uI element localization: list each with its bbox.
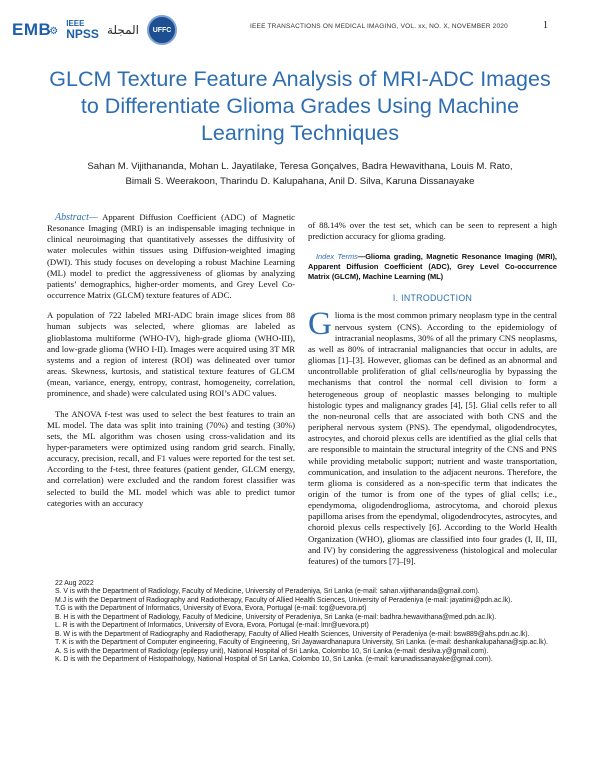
footnote-line: B. H is with the Department of Radiology, Faculty of Medicine, University of Peradeniya, Sri Lanka (e-mail: badhra.hewavithana@med.pdn.ac.lk). xyxy=(55,613,497,621)
footnote-line: T. K is with the Department of Computer engineering, Faculty of Engineering, Sri Jayawardhanapura University, Sri Lanka. (e-mail: deshankalupahana@sjp.ac.lk). xyxy=(55,639,548,647)
authors-line-2: Bimali S. Weerakoon, Tharindu D. Kalupahana, Anil D. Silva, Karuna Dissanayake xyxy=(125,176,475,187)
footnote-line: B. W is with the Department of Radiography and Radiotherapy, Faculty of Allied Health Sciences, University of Peradeniya (e-mail: bsw889@ahs.pdn.ac.lk). xyxy=(55,630,530,638)
index-terms: Index Terms—Glioma grading, Magnetic Resonance Imaging (MRI), Apparent Diffusion Coefficient (ADC), Grey Level Co-occurrence Matrix (GLCM), Machine Learning (ML) xyxy=(308,252,557,282)
footnote-line: L. R is with the Department of Informatics, University of Evora, Evora, Portugal (e-mail: lmr@uevora.pt) xyxy=(55,622,369,630)
abstract-continuation: of 88.14% over the test set, which can be seen to represent a high prediction accuracy for glioma grading. xyxy=(308,220,557,242)
header-logos xyxy=(12,14,177,46)
journal-header: IEEE TRANSACTIONS ON MEDICAL IMAGING, VOL. xx, NO. X, NOVEMBER 2020 xyxy=(250,23,508,30)
authors-line-1: Sahan M. Vijithananda, Mohan L. Jayatilake, Teresa Gonçalves, Badra Hewavithana, Louis M. Rato, xyxy=(87,161,513,172)
uffc-seal-logo: UFFC xyxy=(147,15,177,45)
introduction-paragraph: Glioma is the most common primary neoplasm type in the central nervous system (CNS). According to the epidemiology of intracranial neoplasms, 30% of all the primary CNS neoplasms, as well as 80% of intracranial malignancies that occur in adults, are gliomas [1]–[3]. However, gliomas can be defined as an abnormal and uncontrollable proliferation of glial cells/neuroglia by bypassing the mechanisms that control the normal cell division to form a heterogeneous group of neoplastic masses belonging to multiple histologic types and malignancy grades [4], [5]. Glial cells refer to all the non-neuronal cells that are associated with both CNS and the peripheral nervous system (PNS). The ependymal, oligodendrocytes, astrocytes, and choroid plexus cells are identified as the glial cells that are responsible to maintain the structural integrity of the CNS and PNS while providing metabolic support; nutrient and waste transportation, communication, and insulation to the adjacent neurons. Therefore, the term glioma is considered as a non-specific term that indicates the origin of the tumor is from one of the types of glial cells; i.e., ependymoma, oligodendroglioma, astrocytoma, and choroid plexus papilloma arises from the ependymal, oligodendrocytes, astrocytes, and choroid plexus cells respectively [6]. According to the World Health Organization (WHO), gliomas are classified into four grades (I, II, III, and IV) by considering the aggressiveness (histological and molecular features) of the tumors [7]–[9]. xyxy=(308,306,557,566)
abstract-label: Abstract— xyxy=(55,212,98,223)
right-column xyxy=(308,220,557,567)
section-heading-introduction: I. INTRODUCTION xyxy=(392,293,473,304)
footnote-line: T.G is with the Department of Informatics, University of Evora, Evora, Portugal (e-mail: tcg@uevora.pt) xyxy=(55,605,367,613)
paper-title: GLCM Texture Feature Analysis of MRI-ADC Images to Differentiate Glioma Grades Using Machine Learning Techniques xyxy=(49,67,551,145)
left-column xyxy=(47,212,295,509)
abstract-paragraph-3: The ANOVA f-test was used to select the best features to train an ML model. The data was split into training (70%) and testing (30%) sets, the ML algorithm was chosen using cross-validation and its hyper-parameters were optimized using random grid search. Finally, accuracy, precision, recall, and F1 values were reported for the test set. According to the f-test, three features (patient gender, GLCM energy, and correlation) were excluded and the random forest classifier was selected to build the ML model which was able to predict tumor categories with an accuracy xyxy=(47,408,295,508)
footnote-line: S. V is with the Department of Radiology, Faculty of Medicine, University of Peradeniya, Sri Lanka (e-mail: sahan.vijithananda@gmail.com). xyxy=(55,588,480,596)
footnote-line: K. D is with the Department of Histopathology, National Hospital of Sri Lanka, Colombo 10, Sri Lanka. (e-mail: karunadissanayake@gmail.com). xyxy=(55,656,493,664)
author-list xyxy=(40,159,560,189)
ieee-npss-logo: IEEE NPSS xyxy=(66,19,99,41)
abstract-paragraph-1: Abstract— Apparent Diffusion Coefficient (ADC) of Magnetic Resonance Imaging (MRI) is an indispensable imaging technique in clinical neuroimaging that quantitatively assesses the diffusivity of water molecules within tissues using Diffusion-weighted imaging (DWI). This study focuses on developing a robust Machine Learning (ML) model to predict the aggressiveness of gliomas by analyzing patients’ demographics, higher-order moments, and Grey Level Co-occurrence Matrix (GLCM) texture features of ADC. xyxy=(47,212,295,301)
index-terms-label: Index Terms xyxy=(316,252,358,262)
page-number: 1 xyxy=(543,20,548,31)
footnote-line: M.J is with the Department of Radiography and Radiotherapy, Faculty of Allied Health Sciences, University of Peradeniya (e-mail: jayatimi@pdn.ac.lk). xyxy=(55,596,513,604)
abstract-paragraph-2: A population of 722 labeled MRI-ADC brain image slices from 88 human subjects was selected, where gliomas are labeled as glioblastoma multiforme (WHO-IV), high-grade glioma (WHO-III), and low-grade glioma (WHO I-II). Images were acquired using 3T MR systems and a region of interest (ROI) was delineated over tumor areas. Skewness, kurtosis, and statistical texture features of GLCM (mean, variance, energy, entropy, contrast, homogeneity, correlation, prominence, and shade) were calculated using ROI’s ADC values. xyxy=(47,310,295,399)
arabic-logo: المجلة xyxy=(106,23,140,37)
footnote-line: A. S is with the Department of Radiology (epilepsy unit), National Hospital of Sri Lanka, Colombo 10, Sri Lanka (e-mail: desilva.y@gmail.com). xyxy=(55,647,489,655)
drop-cap: G xyxy=(308,306,332,343)
footnote-date: 22 Aug 2022 xyxy=(55,580,94,587)
emb-logo: EMB⚙ xyxy=(12,20,59,39)
footnotes xyxy=(47,580,557,665)
